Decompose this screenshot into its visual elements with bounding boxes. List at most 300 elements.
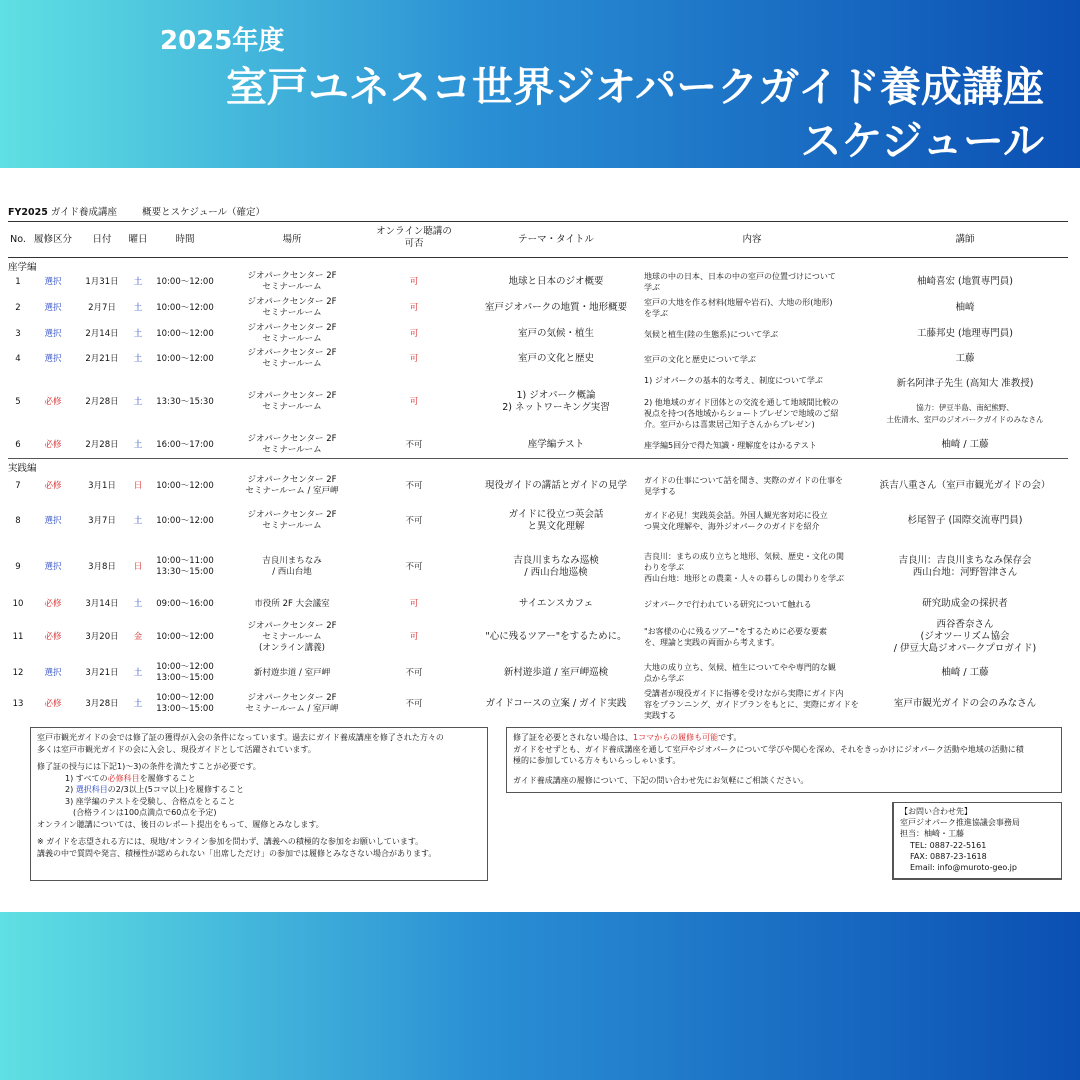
- row-11-type: [28, 632, 78, 643]
- row-2-type-line: 選択: [44, 302, 62, 313]
- row-8-dow: [124, 516, 152, 527]
- row-6-content-line: 座学編5回分で得た知識・理解度をはかるテスト: [644, 440, 817, 450]
- row-6-time: [152, 440, 218, 451]
- row-11-instructor: [862, 619, 1068, 655]
- row-5-content-line: 介。室戸からは喜衆居己知子さんからプレゼン): [644, 419, 815, 429]
- note-text: 極的に参加している方々もいらっしゃいます。: [513, 756, 681, 765]
- section-label-lecture: 座学編: [8, 262, 37, 273]
- row-6-online-line: 不可: [405, 439, 423, 450]
- divider: [8, 257, 1068, 258]
- row-7-date-line: 3月1日: [88, 480, 116, 491]
- note-text: オンライン聴講については、後日のレポート提出をもって、履修とみなします。: [37, 819, 324, 829]
- row-2-theme-line: 室戸ジオパークの地質・地形概要: [484, 302, 628, 313]
- row-13-time: [152, 693, 218, 715]
- note-text: 修了証の授与には下記1)～3)の条件を満たすことが必要です。: [37, 762, 261, 771]
- non-certificate-notes: [506, 727, 1062, 793]
- row-13-time-line: 13:00～15:00: [156, 704, 214, 714]
- row-12-dow-line: 土: [133, 667, 143, 678]
- row-7-dow: [124, 481, 152, 492]
- row-4-time: [152, 354, 218, 365]
- row-5-instructor-line: 協力：伊豆半島、南紀熊野、: [916, 403, 1014, 412]
- contact-email[interactable]: Email: info@muroto-geo.jp: [910, 863, 1017, 873]
- row-6-type: [28, 440, 78, 451]
- row-4-dow: [124, 354, 152, 365]
- row-11-content-line: "お客様の心に残るツアー"をするために必要な要素: [644, 627, 827, 636]
- row-12-date: [80, 668, 124, 679]
- col-header-dow: 曜日: [128, 234, 148, 245]
- col-header-online-line2: 可否: [404, 238, 424, 249]
- row-5-dow: [124, 397, 152, 408]
- row-8-time: [152, 516, 218, 527]
- row-13-place: [222, 693, 362, 715]
- row-11-dow-line: 金: [133, 631, 143, 642]
- row-4-content: [644, 354, 860, 365]
- row-12-time: [152, 662, 218, 684]
- row-7-content: [644, 475, 860, 497]
- row-2-time: [152, 303, 218, 314]
- row-5-online-line: 可: [409, 396, 419, 407]
- row-13-date-line: 3月28日: [85, 698, 119, 709]
- row-11-place-line: セミナールーム: [262, 631, 322, 642]
- row-12-online: [362, 668, 466, 679]
- row-8-instructor: [862, 515, 1068, 527]
- row-5-content-line: 2) 他地域のガイド団体との交流を通して地域間比較の: [644, 397, 839, 407]
- row-6-instructor: [862, 439, 1068, 451]
- row-4-online: [362, 354, 466, 365]
- row-9-dow: [124, 562, 152, 573]
- row-2-content: [644, 297, 860, 319]
- row-3-instructor: [862, 328, 1068, 340]
- row-12-content: [644, 662, 860, 684]
- row-11-online: [362, 632, 466, 643]
- row-3-dow: [124, 329, 152, 340]
- row-12-instructor-line: 柚崎 / 工藤: [941, 667, 989, 678]
- row-12-theme: [466, 667, 646, 679]
- row-9-theme: [466, 555, 646, 579]
- row-12-type: [28, 668, 78, 679]
- row-5-instructor: [862, 378, 1068, 426]
- row-4-content-line: 室戸の文化と歴史について学ぶ: [644, 354, 756, 364]
- row-1-dow: [124, 277, 152, 288]
- page-title-schedule: スケジュール: [800, 117, 1044, 165]
- row-13-content-line: 実践する: [644, 710, 676, 720]
- row-12-theme-line: 新村遊歩道 / 室戸岬巡検: [503, 667, 609, 678]
- row-5-instructor-line: [862, 390, 1068, 402]
- row-13-dow: [124, 699, 152, 710]
- row-7-date: [80, 481, 124, 492]
- row-1-no: [8, 277, 28, 288]
- row-3-time-line: 10:00～12:00: [156, 328, 214, 339]
- row-11-online-line: 可: [409, 631, 419, 642]
- row-11-instructor-line: / 伊豆大島ジオパークプロガイド): [893, 643, 1037, 654]
- row-6-instructor-line: 柚崎 / 工藤: [941, 439, 989, 450]
- row-9-dow-line: 日: [133, 561, 143, 572]
- row-6-theme: [466, 439, 646, 451]
- row-3-place-line: セミナールーム: [262, 334, 322, 344]
- row-5-time-line: 13:30～15:30: [156, 396, 214, 407]
- row-4-time-line: 10:00～12:00: [156, 353, 214, 364]
- col-header-online: [362, 226, 466, 250]
- row-8-online: [362, 516, 466, 527]
- row-4-no: [8, 354, 28, 365]
- row-2-instructor: [862, 302, 1068, 314]
- row-13-theme-line: ガイドコースの立案 / ガイド実践: [485, 698, 627, 709]
- row-13-date: [80, 699, 124, 710]
- row-3-online-line: 可: [409, 328, 419, 339]
- row-4-date-line: 2月21日: [85, 353, 119, 364]
- row-9-theme-line: / 西山台地巡検: [524, 567, 588, 578]
- row-4-theme: [466, 353, 646, 365]
- row-2-place-line: セミナールーム: [262, 308, 322, 318]
- row-13-online: [362, 699, 466, 710]
- row-7-instructor-line: 浜吉八重さん（室戸市観光ガイドの会）: [879, 480, 1051, 491]
- row-11-time-line: 10:00～12:00: [156, 631, 214, 642]
- row-13-type-line: 必修: [44, 698, 62, 709]
- footer-banner: [0, 912, 1080, 1080]
- row-10-instructor-line: 研究助成金の採択者: [922, 598, 1008, 609]
- row-2-type: [28, 303, 78, 314]
- elective-keyword: 選択科目: [75, 785, 108, 794]
- row-13-instructor: [862, 698, 1068, 710]
- row-2-theme: [466, 302, 646, 314]
- row-12-instructor: [862, 667, 1068, 679]
- row-9-type: [28, 562, 78, 573]
- row-12-no: [8, 668, 28, 679]
- row-6-dow: [124, 440, 152, 451]
- row-9-content-line: わりを学ぶ: [644, 562, 684, 572]
- row-7-online: [362, 481, 466, 492]
- row-12-time-line: 10:00～12:00: [156, 662, 214, 672]
- row-1-place: [222, 271, 362, 293]
- row-3-date: [80, 329, 124, 340]
- row-5-content: [644, 375, 860, 430]
- row-3-time: [152, 329, 218, 340]
- row-7-dow-line: 日: [133, 480, 143, 491]
- row-9-date: [80, 562, 124, 573]
- row-11-content: [644, 626, 860, 648]
- row-11-instructor-line: (ジオツーリズム協会: [920, 631, 1010, 642]
- row-2-instructor-line: 柚崎: [955, 302, 975, 313]
- row-9-place: [222, 556, 362, 578]
- row-9-place-line: / 西山台地: [272, 567, 312, 577]
- row-8-theme-line: ガイドに役立つ英会話: [508, 509, 604, 520]
- row-3-theme: [466, 328, 646, 340]
- row-8-content-line: ガイド必見！実践英会話。外国人観光客対応に役立: [644, 511, 828, 520]
- row-3-online: [362, 329, 466, 340]
- row-9-content: [644, 551, 860, 584]
- row-9-instructor: [862, 555, 1068, 579]
- document-header: [8, 204, 265, 218]
- row-12-time-line: 13:00～15:00: [156, 673, 214, 683]
- contact-tel: TEL: 0887-22-5161: [910, 840, 987, 850]
- row-2-dow-line: 土: [133, 302, 143, 313]
- row-9-time-line: 10:00～11:00: [156, 556, 214, 566]
- row-12-content-line: 大地の成り立ち、気候、植生についてやや専門的な観: [644, 663, 836, 672]
- row-3-theme-line: 室戸の気候・植生: [517, 328, 594, 339]
- row-8-instructor-line: 杉尾智子 (国際交流専門員): [907, 515, 1023, 526]
- row-2-date-line: 2月7日: [88, 302, 116, 313]
- row-12-place-line: 新村遊歩道 / 室戸岬: [253, 667, 331, 678]
- row-2-place-line: ジオパークセンター 2F: [247, 297, 337, 307]
- col-header-instructor: 講師: [955, 234, 975, 245]
- row-11-place-line: (オンライン講義): [259, 642, 325, 653]
- row-11-no: [8, 632, 28, 643]
- row-11-theme: [466, 631, 646, 643]
- row-7-content-line: ガイドの仕事について話を聞き、実際のガイドの仕事を: [644, 476, 844, 485]
- row-10-content-line: ジオパークで行われている研究について触れる: [644, 599, 812, 609]
- row-12-dow: [124, 668, 152, 679]
- row-11-instructor-line: 西谷香奈さん: [936, 619, 994, 630]
- row-12-online-line: 不可: [405, 667, 423, 678]
- row-2-content-line: 室戸の大地を作る材料(地層や岩石)、大地の形(地形): [644, 298, 833, 307]
- row-13-place-line: セミナールーム / 室戸岬: [245, 704, 339, 714]
- row-7-time: [152, 481, 218, 492]
- row-8-content-line: つ異文化理解や、海外ジオパークのガイドを紹介: [644, 522, 820, 531]
- row-3-instructor-line: 工藤邦史 (地理専門員): [917, 328, 1013, 339]
- row-13-dow-line: 土: [133, 698, 143, 709]
- row-9-time-line: 13:30～15:00: [156, 567, 214, 577]
- contact-fax: FAX: 0887-23-1618: [910, 851, 987, 861]
- row-1-time-line: 10:00～12:00: [156, 276, 214, 287]
- row-11-place-line: ジオパークセンター 2F: [247, 620, 337, 631]
- row-1-date-line: 1月31日: [85, 276, 119, 287]
- row-5-time: [152, 397, 218, 408]
- row-6-online: [362, 440, 466, 451]
- note-text: ガイド養成講座の履修について、下記の問い合わせ先にお気軽にご相談ください。: [513, 775, 809, 785]
- row-7-place-line: セミナールーム / 室戸岬: [245, 486, 339, 496]
- row-12-date-line: 3月21日: [85, 667, 119, 678]
- row-10-content: [644, 599, 860, 610]
- row-6-date-line: 2月28日: [85, 439, 119, 450]
- row-1-theme: [466, 276, 646, 288]
- row-5-no-line: 5: [15, 396, 21, 407]
- row-12-type-line: 選択: [44, 667, 62, 678]
- row-4-place: [222, 348, 362, 370]
- row-9-place-line: 吉良川まちなみ: [262, 556, 322, 566]
- document-subtitle: 概要とスケジュール（確定）: [142, 207, 266, 218]
- row-10-place-line: 市役所 2F 大会議室: [254, 598, 330, 609]
- row-8-time-line: 10:00～12:00: [156, 515, 214, 526]
- row-1-time: [152, 277, 218, 288]
- col-header-online-line1: オンライン聴講の: [376, 226, 452, 237]
- row-5-type: [28, 397, 78, 408]
- course-label: ガイド養成講座: [50, 207, 118, 218]
- row-5-content-line: 1) ジオパークの基本的な考え、制度について学ぶ: [644, 375, 823, 385]
- row-8-no-line: 8: [15, 515, 21, 526]
- row-9-date-line: 3月8日: [88, 561, 116, 572]
- row-8-no: [8, 516, 28, 527]
- row-12-place: [222, 668, 362, 679]
- row-13-type: [28, 699, 78, 710]
- row-5-theme-line: 1) ジオパーク概論: [516, 390, 596, 401]
- row-7-type: [28, 481, 78, 492]
- row-6-no: [8, 440, 28, 451]
- row-9-content-line: 吉良川：まちの成り立ちと地形、気候、歴史・文化の関: [644, 551, 844, 561]
- row-9-no: [8, 562, 28, 573]
- col-header-content: 内容: [742, 234, 762, 245]
- row-11-dow: [124, 632, 152, 643]
- row-10-instructor: [862, 598, 1068, 610]
- row-1-instructor: [862, 276, 1068, 288]
- row-3-place: [222, 323, 362, 345]
- row-7-theme: [466, 480, 646, 492]
- row-11-date-line: 3月20日: [85, 631, 119, 642]
- row-9-theme-line: 吉良川まちなみ巡検: [513, 555, 599, 566]
- row-1-no-line: 1: [15, 276, 21, 287]
- row-8-place-line: ジオパークセンター 2F: [247, 510, 337, 520]
- row-4-type-line: 選択: [44, 353, 62, 364]
- row-5-instructor-line: 新名阿津子先生 (高知大 准教授): [896, 378, 1034, 389]
- row-5-dow-line: 土: [133, 396, 143, 407]
- row-9-instructor-line: 西山台地：河野智津さん: [912, 567, 1018, 578]
- row-2-content-line: を学ぶ: [644, 309, 668, 318]
- row-6-content: [644, 440, 860, 451]
- schedule-document: [0, 168, 1080, 912]
- row-13-content: [644, 688, 860, 721]
- row-5-content-line: [644, 386, 860, 397]
- note-text: 講義の中で質問や発言、積極性が認められない「出席しただけ」の参加では履修とみなさない場合があります。: [37, 848, 437, 858]
- row-1-content: [644, 271, 860, 293]
- row-11-time: [152, 632, 218, 643]
- row-8-place: [222, 510, 362, 532]
- row-1-theme-line: 地球と日本のジオ概要: [508, 276, 604, 287]
- row-7-place-line: ジオパークセンター 2F: [247, 475, 337, 485]
- row-13-time-line: 10:00～12:00: [156, 693, 214, 703]
- row-10-dow-line: 土: [133, 598, 143, 609]
- row-13-content-line: 容をプランニング、ガイドプランをもとに、実際にガイドを: [644, 699, 859, 709]
- single-session-keyword: 1コマからの履修も可能: [633, 733, 719, 742]
- row-6-date: [80, 440, 124, 451]
- row-7-theme-line: 現役ガイドの講話とガイドの見学: [485, 480, 627, 491]
- row-5-theme: [466, 390, 646, 414]
- row-13-no-line: 13: [12, 698, 24, 709]
- divider: [8, 221, 1068, 222]
- row-9-online-line: 不可: [405, 561, 423, 572]
- row-10-time: [152, 599, 218, 610]
- row-5-content-line: 視点を持つ(各地域からショートプレゼンで地域のご紹: [644, 408, 839, 418]
- note-text: 多くは室戸市観光ガイドの会に入会し、現役ガイドとして活躍されています。: [37, 744, 316, 754]
- row-6-dow-line: 土: [133, 439, 143, 450]
- row-2-no-line: 2: [15, 302, 21, 313]
- row-2-place: [222, 297, 362, 319]
- row-2-online: [362, 303, 466, 314]
- row-3-dow-line: 土: [133, 328, 143, 339]
- row-1-dow-line: 土: [133, 276, 143, 287]
- row-6-place: [222, 434, 362, 456]
- row-3-date-line: 2月14日: [85, 328, 119, 339]
- row-5-date-line: 2月28日: [85, 396, 119, 407]
- row-1-online-line: 可: [409, 276, 419, 287]
- row-4-type: [28, 354, 78, 365]
- row-7-no: [8, 481, 28, 492]
- row-12-content-line: 点から学ぶ: [644, 674, 684, 683]
- row-6-place-line: セミナールーム: [262, 445, 322, 455]
- fiscal-year-label: 2025年度: [160, 26, 285, 56]
- row-11-theme-line: "心に残るツアー"をするために。: [485, 631, 627, 642]
- row-6-place-line: ジオパークセンター 2F: [247, 434, 337, 444]
- row-1-content-line: 地球の中の日本、日本の中の室戸の位置づけについて: [644, 272, 836, 281]
- row-9-time: [152, 556, 218, 578]
- row-1-date: [80, 277, 124, 288]
- row-11-no-line: 11: [12, 631, 24, 642]
- condition-2: 2) 選択科目の2/3以上(5コマ以上)を履修すること: [65, 785, 244, 794]
- header-banner: [0, 0, 1080, 168]
- contact-person: 担当：柚崎・工藤: [900, 829, 964, 839]
- row-5-date: [80, 397, 124, 408]
- note-text: ガイドをせずとも、ガイド養成講座を通して室戸やジオパークについて学びや関心を深め、それをきっかけにジオパーク活動や地域の活動に積: [513, 744, 1024, 754]
- row-5-theme-line: 2) ネットワーキング実習: [502, 402, 610, 413]
- row-4-instructor-line: 工藤: [955, 353, 975, 364]
- row-1-type: [28, 277, 78, 288]
- row-7-instructor: [862, 480, 1068, 492]
- row-4-instructor: [862, 353, 1068, 365]
- row-10-online-line: 可: [409, 598, 419, 609]
- row-6-type-line: 必修: [44, 439, 62, 450]
- row-10-online: [362, 599, 466, 610]
- row-9-instructor-line: 吉良川：吉良川まちなみ保存会: [898, 555, 1032, 566]
- fy-label: FY2025: [8, 207, 48, 218]
- col-header-time: 時間: [175, 234, 195, 245]
- page-title: 室戸ユネスコ世界ジオパークガイド養成講座: [226, 63, 1044, 111]
- note-text: ※ ガイドを志望される方には、現地/オンライン参加を問わず、講義への積極的な参加をお願いしています。: [37, 837, 424, 846]
- row-3-no-line: 3: [15, 328, 21, 339]
- row-8-dow-line: 土: [133, 515, 143, 526]
- row-13-content-line: 受講者が現役ガイドに指導を受けながら実際にガイド内: [644, 688, 844, 698]
- contact-org: 室戸ジオパーク推進協議会事務局: [900, 818, 1020, 828]
- row-2-time-line: 10:00～12:00: [156, 302, 214, 313]
- row-10-type: [28, 599, 78, 610]
- contact-title: 【お問い合わせ先】: [900, 807, 972, 816]
- condition-1: 1) すべての必修科目を履修すること: [65, 773, 196, 783]
- row-7-place: [222, 475, 362, 497]
- row-5-type-line: 必修: [44, 396, 62, 407]
- row-10-dow: [124, 599, 152, 610]
- row-3-type-line: 選択: [44, 328, 62, 339]
- row-5-no: [8, 397, 28, 408]
- row-8-date-line: 3月7日: [88, 515, 116, 526]
- row-10-place: [222, 599, 362, 610]
- row-1-content-line: 学ぶ: [644, 283, 660, 292]
- row-1-type-line: 選択: [44, 276, 62, 287]
- row-5-place-line: セミナールーム: [262, 402, 322, 412]
- row-10-date: [80, 599, 124, 610]
- note-text: 修了証を必要とされない場合は、1コマからの履修も可能です。: [513, 733, 742, 742]
- row-9-no-line: 9: [15, 561, 21, 572]
- row-6-time-line: 16:00～17:00: [156, 439, 214, 450]
- row-10-time-line: 09:00～16:00: [156, 598, 214, 609]
- condition-3-detail: (合格ラインは100点満点で60点を予定): [73, 808, 217, 817]
- row-2-online-line: 可: [409, 302, 419, 313]
- row-13-theme: [466, 698, 646, 710]
- row-13-online-line: 不可: [405, 698, 423, 709]
- divider: [8, 458, 1068, 459]
- row-13-no: [8, 699, 28, 710]
- row-7-content-line: 見学する: [644, 487, 676, 496]
- row-3-content-line: 気候と植生(陸の生態系)について学ぶ: [644, 329, 779, 339]
- condition-3: 3) 座学編のテストを受験し、合格点をとること: [65, 796, 236, 806]
- row-11-place: [222, 621, 362, 654]
- required-keyword: 必修科目: [107, 773, 140, 783]
- row-2-dow: [124, 303, 152, 314]
- note-text: 室戸市観光ガイドの会では修了証の獲得が入会の条件になっています。過去にガイド養成講座を修了された方々の: [37, 733, 444, 742]
- row-13-instructor-line: 室戸市観光ガイドの会のみなさん: [893, 698, 1037, 709]
- row-8-online-line: 不可: [405, 515, 423, 526]
- row-3-type: [28, 329, 78, 340]
- completion-notes: [30, 727, 488, 881]
- row-8-content: [644, 510, 860, 532]
- row-8-place-line: セミナールーム: [262, 521, 322, 531]
- row-1-place-line: ジオパークセンター 2F: [247, 271, 337, 281]
